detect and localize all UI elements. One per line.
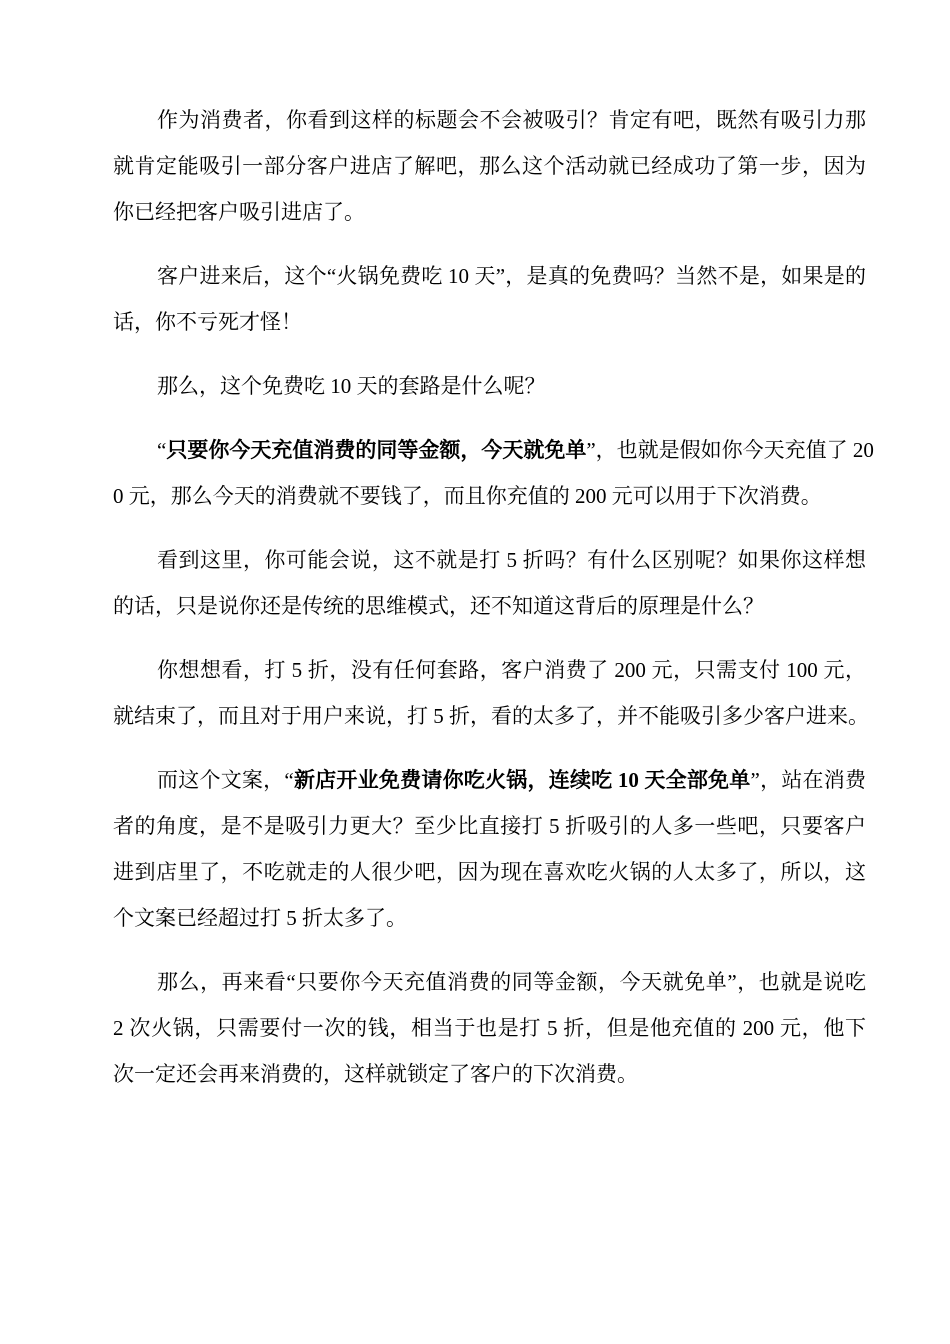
paragraph: [113, 363, 866, 409]
text-segment: 看到这里，你可能会说，这不就是打 5 折吗？有什么区别呢？如果你这样想: [157, 548, 866, 572]
text-line: [113, 143, 866, 189]
text-segment: 的话，只是说你还是传统的思维模式，还不知道这背后的原理是什么？: [113, 594, 764, 618]
text-line: [113, 473, 866, 519]
paragraph: [113, 97, 866, 235]
text-line: [113, 895, 866, 941]
text-segment: 作为消费者，你看到这样的标题会不会被吸引？肯定有吧，既然有吸引力那: [157, 108, 866, 132]
text-line: [113, 189, 866, 235]
text-segment: 你想想看，打 5 折，没有任何套路，客户消费了 200 元，只需支付 100 元，: [157, 658, 866, 682]
text-segment: 次一定还会再来消费的，这样就锁定了客户的下次消费。: [113, 1062, 638, 1086]
text-line: [113, 647, 866, 693]
text-line: [113, 583, 866, 629]
text-line: [113, 757, 866, 803]
text-segment: 2 次火锅，只需要付一次的钱，相当于也是打 5 折，但是他充值的 200 元，他下: [113, 1016, 866, 1040]
paragraph: [113, 959, 866, 1097]
text-line: [113, 1051, 866, 1097]
bold-quote-text: 新店开业免费请你吃火锅，连续吃 10 天全部免单: [293, 768, 751, 792]
paragraph: [113, 647, 869, 739]
paragraph: [113, 757, 866, 941]
text-segment: 你已经把客户吸引进店了。: [113, 200, 365, 224]
text-line: [113, 299, 866, 345]
text-segment: 0 元，那么今天的消费就不要钱了，而且你充值的 200 元可以用于下次消费。: [113, 484, 822, 508]
bold-quote-text: 只要你今天充值消费的同等金额，今天就免单: [166, 438, 587, 462]
text-segment: 就结束了，而且对于用户来说，打 5 折，看的太多了，并不能吸引多少客户进来。: [113, 704, 869, 728]
text-segment: 话，你不亏死才怪！: [113, 310, 302, 334]
text-segment: 就肯定能吸引一部分客户进店了解吧，那么这个活动就已经成功了第一步，因为: [113, 154, 866, 178]
text-line: [113, 97, 866, 143]
text-line: [113, 959, 866, 1005]
text-segment: ”，站在消费: [750, 768, 867, 792]
text-line: [113, 537, 866, 583]
text-segment: 那么，这个免费吃 10 天的套路是什么呢？: [157, 374, 546, 398]
text-segment: 而这个文案，“: [157, 768, 294, 792]
paragraph: [113, 253, 866, 345]
text-line: [113, 693, 869, 739]
text-segment: 个文案已经超过打 5 折太多了。: [113, 906, 407, 930]
text-segment: 者的角度，是不是吸引力更大？至少比直接打 5 折吸引的人多一些吧，只要客户: [113, 814, 866, 838]
text-segment: 那么，再来看“只要你今天充值消费的同等金额，今天就免单”，也就是说吃: [157, 970, 866, 994]
text-segment: 客户进来后，这个“火锅免费吃 10 天”，是真的免费吗？当然不是，如果是的: [157, 264, 866, 288]
paragraph: [113, 427, 874, 519]
text-line: [113, 1005, 866, 1051]
text-line: [113, 803, 866, 849]
text-segment: ”，也就是假如你今天充值了 20: [586, 438, 874, 462]
text-line: [113, 253, 866, 299]
paragraph: [113, 537, 866, 629]
text-line: [113, 363, 866, 409]
text-segment: “: [157, 438, 167, 462]
text-segment: 进到店里了，不吃就走的人很少吧，因为现在喜欢吃火锅的人太多了，所以，这: [113, 860, 866, 884]
text-line: [113, 849, 866, 895]
document-page: [113, 97, 874, 1115]
text-line: [113, 427, 874, 473]
